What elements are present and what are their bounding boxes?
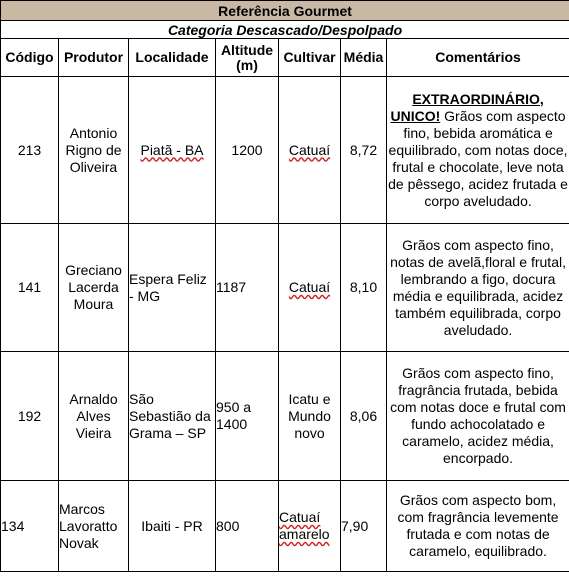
cell-average: 7,90	[341, 481, 387, 572]
table-row	[1, 352, 569, 481]
header-altitude: Altitude (m)	[216, 39, 279, 77]
cell-cultivar-text: Catuaí amarelo	[279, 509, 330, 542]
cell-average: 8,72	[341, 77, 387, 224]
cell-cultivar	[279, 481, 341, 572]
cell-altitude: 1200	[216, 77, 279, 224]
cell-cultivar: Icatu e Mundo novo	[279, 352, 341, 481]
cell-producer: Marcos Lavoratto Novak	[59, 481, 129, 572]
table-title: Referência Gourmet	[1, 1, 569, 21]
header-average: Média	[341, 39, 387, 77]
cell-altitude: 800	[216, 481, 279, 572]
cell-altitude: 1187	[216, 224, 279, 352]
cell-code: 213	[1, 77, 59, 224]
header-locality: Localidade	[129, 39, 216, 77]
cell-average: 8,06	[341, 352, 387, 481]
comment-highlight: EXTRAORDINÁRIO, UNICO!	[390, 90, 544, 124]
cell-altitude: 950 a 1400	[216, 352, 279, 481]
cell-cultivar	[279, 224, 341, 352]
cell-locality: Espera Feliz - MG	[129, 224, 216, 352]
cell-code: 141	[1, 224, 59, 352]
cell-comment	[387, 77, 569, 224]
cell-locality	[129, 77, 216, 224]
header-comments: Comentários	[387, 39, 569, 77]
cell-comment: Grãos com aspecto bom, com fragrância levemente frutada e com notas de caramelo, equilibrado.	[387, 481, 569, 572]
cell-locality: São Sebastião da Grama – SP	[129, 352, 216, 481]
cell-producer: Greciano Lacerda Moura	[59, 224, 129, 352]
cell-average: 8,10	[341, 224, 387, 352]
table-row	[1, 224, 569, 352]
cell-comment: Grãos com aspecto fino, fragrância frutada, bebida com notas doce e frutal com fundo achocolatado e caramelo, acidez média, encorpado.	[387, 352, 569, 481]
cell-producer: Arnaldo Alves Vieira	[59, 352, 129, 481]
cell-producer: Antonio Rigno de Oliveira	[59, 77, 129, 224]
cell-code: 134	[1, 481, 59, 572]
header-producer: Produtor	[59, 39, 129, 77]
header-cultivar: Cultivar	[279, 39, 341, 77]
header-code: Código	[1, 39, 59, 77]
table-row	[1, 77, 569, 224]
table-subtitle: Categoria Descascado/Despolpado	[1, 21, 569, 39]
cell-cultivar-text: Catuaí	[288, 279, 331, 295]
comment-text: Grãos com aspecto fino, bebida aromática e equilibrado, com notas doce, frutal e chocolate, leve nota de pêssego, acidez frutada e corpo aveludado.	[388, 107, 568, 209]
cell-code: 192	[1, 352, 59, 481]
cell-comment: Grãos com aspecto fino, notas de avelã,floral e frutal, lembrando a figo, docura média e equilibrada, acidez também equilibrada, corpo aveludado.	[387, 224, 569, 352]
table-row	[1, 481, 569, 572]
cell-cultivar-text: Catuaí	[288, 141, 331, 158]
cell-cultivar	[279, 77, 341, 224]
cell-locality: Ibaiti - PR	[129, 481, 216, 572]
cell-locality-text: Piatã - BA	[140, 141, 204, 158]
